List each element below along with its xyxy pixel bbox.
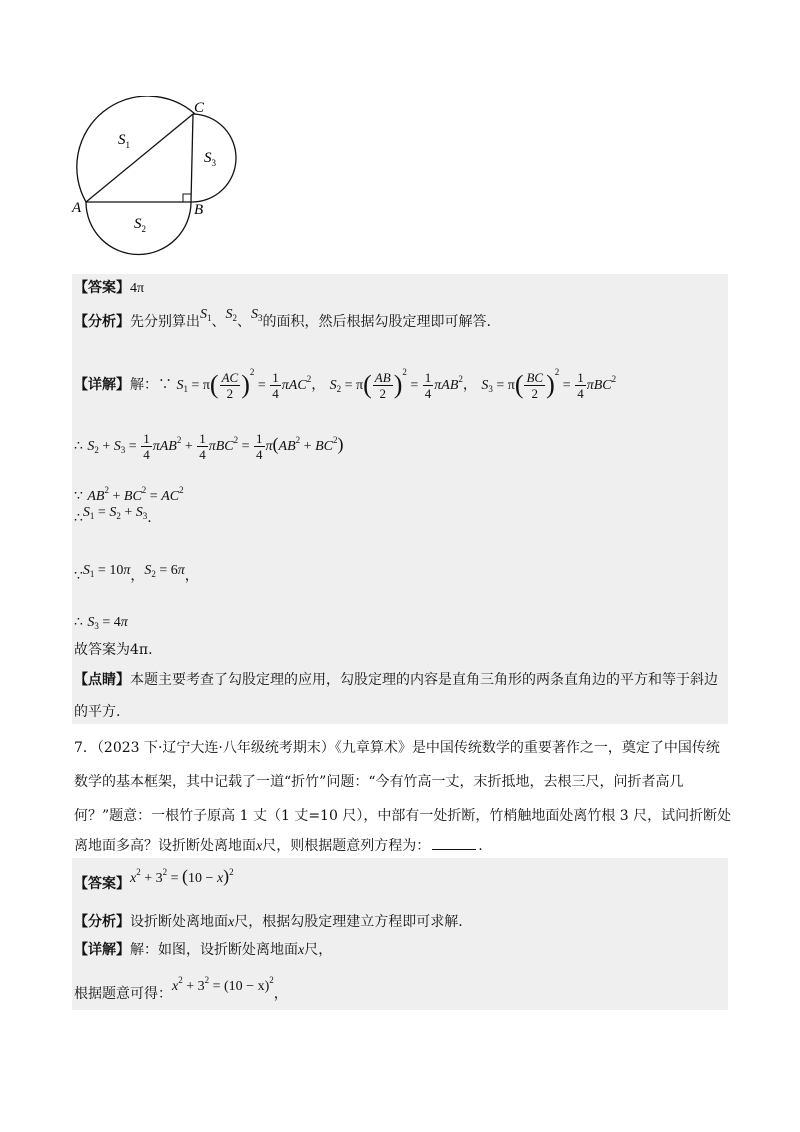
q6-step-given: $\because S_1 = 10\pi$，$S_2 = 6\pi$， [74,563,199,584]
q7-detail: 【详解】解：如图，设折断处离地面x尺， [74,942,333,958]
detail-text-pre: 解：∵ [130,377,172,393]
q6-step-result: ∴ $S_3 = 4\pi$ [74,614,128,631]
q6-analysis: 【分析】先分别算出$S_1$、$S_2$、$S_3$的面积，然后根据勾股定理即可解答. [74,307,491,330]
q7-line4: 离地面多高？设折断处离地面x尺，则根据题意列方程为： . [74,838,483,854]
q7-line2: 数学的基本框架，其中记载了一道“折竹”问题：“今有竹高一丈，末折抵地，去根三尺，问折者高几 [74,774,684,790]
q6-detail-formulas: 【详解】解：∵ $S_1 = \pi$( $\frac{AC}{2}$ )$^2$ = $\frac{1}{4}$ πAC$^2$， $S_2 = \pi$( $\frac{AB}{2}$ )$^2$ = $\frac{1}{4}$ πAB$^2$， $S_3 = \pi$( $\frac{BC}{2}$ )$^2$ = $\frac{1}{4}$ πBC$^2$ [74,367,617,401]
detail-tag: 【详解】 [74,377,130,393]
analysis-text-pre: 先分别算出 [130,314,200,330]
segment-bc [191,114,193,202]
label-s1: $S_1$ [118,132,130,150]
label-point-b: B [194,202,204,218]
answer-blank[interactable] [432,837,476,850]
q6-conclusion: 故答案为4π. [74,642,153,658]
label-point-c: C [194,100,205,116]
label-point-a: A [72,200,82,216]
answer-tag: 【答案】 [74,280,130,296]
semicircle-s1 [77,96,195,202]
comment-line1: 本题主要考查了勾股定理的应用，勾股定理的内容是直角三角形的两条直角边的平方和等于斜边 [130,672,718,688]
segment-ac [86,114,193,202]
therefore-symbol: ∴ [74,438,83,454]
right-angle-mark [183,194,191,202]
q6-answer [74,278,144,299]
because-symbol: ∵ [74,488,83,504]
comment-tag: 【点睛】 [74,672,130,688]
label-s2: $S_2$ [134,216,146,234]
q6-step-pythagoras: ∵ $AB^2 + BC^2 = AC^2$ [74,485,184,504]
q6-step-equal: $\therefore S_1 = S_2 + S_3$. [74,505,152,526]
analysis-text-post: 的面积，然后根据勾股定理即可解答. [262,314,491,330]
q6-step-sum: ∴ $S_2 + S_3$ = $\frac{1}{4}$ πAB$^2$ + $\frac{1}{4}$ πBC$^2$ = $\frac{1}{4}$ $\pi(AB^2 + BC^2)$ [74,430,344,462]
q6-comment-line2: 的平方. [74,704,121,720]
q7-analysis: 【分析】设折断处离地面x尺，根据勾股定理建立方程即可求解. [74,914,463,930]
q7-answer: 【答案】$x^2 + 3^2 = (10 - x)^2$ [74,866,234,892]
semicircle-triangle-figure [68,96,238,261]
analysis-tag: 【分析】 [74,314,130,330]
label-s3: $S_3$ [204,150,216,168]
q7-line1: 7．（2023 下·辽宁大连·八年级统考期末）《九章算术》是中国传统数学的重要著作之一，奠定了中国传统 [74,740,720,756]
q7-line3: 何？”题意：一根竹子原高 1 丈（1 丈=10 尺），中部有一处折断，竹梢触地面处离竹根 3 尺，试问折断处 [74,808,732,824]
q7-result: 根据题意可得：$x^2 + 3^2 = (10 - x)^2$， [74,975,288,1002]
q6-comment [74,670,718,690]
answer-value: 4π [130,281,145,296]
